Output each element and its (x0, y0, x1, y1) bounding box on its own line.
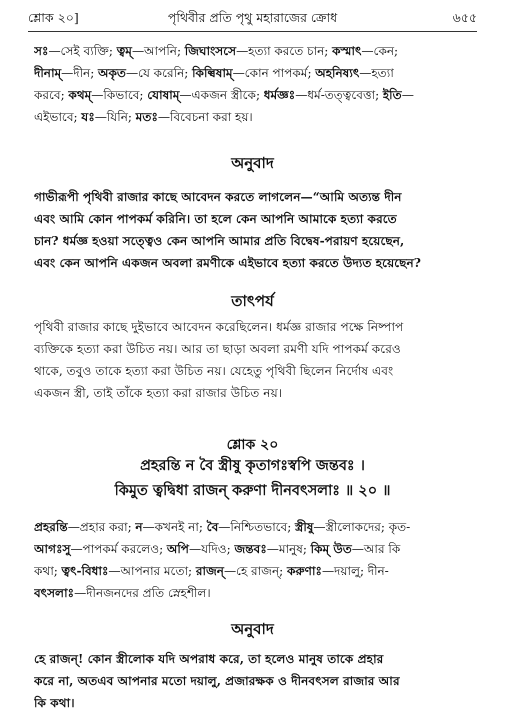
purport-heading: তাৎপর্য (231, 292, 274, 310)
translation-text (34, 186, 471, 274)
text-line: দীনাম্—দীন; অকৃত—যে করেনি; কিল্বিষাম্—কোন পাপকর্ম; অহনিষ্যৎ—হত্যা (34, 66, 394, 80)
header-rule (28, 31, 477, 32)
text-line: গাভীরূপী পৃথিবী রাজার কাছে আবেদন করতে লাগলেন—“আমি অত্যন্ত দীন (34, 190, 402, 204)
translation-heading-2: অনুবাদ (231, 620, 274, 638)
text-line: হে রাজন্! কোন স্ত্রীলোক যদি অপরাধ করে, তা হলেও মানুষ তাকে প্রহার (34, 652, 384, 666)
page-header (28, 10, 477, 30)
purport-text (34, 316, 471, 404)
synonyms-top (34, 40, 471, 128)
text-line: প্রহরন্তি—প্রহার করা; ন—কখনই না; বৈ—নিশ্চিতভাবে; স্ত্রীষু—স্ত্রীলোকদের; কৃত- (34, 520, 411, 534)
text-line: থাকে, তবুও তাকে হত্যা করা উচিত নয়। যেহেতু পৃথিবী ছিলেন নির্দোষ এবং (34, 364, 394, 378)
verse-reference: শ্লোক ২০] (28, 10, 79, 25)
text-line: চান? ধর্মজ্ঞ হওয়া সত্ত্বেও কেন আপনি আমার প্রতি বিদ্বেষ-পরায়ণ হয়েছেন, (34, 234, 405, 248)
translation-text-2 (34, 648, 471, 714)
text-line: কি কথা। (34, 696, 75, 710)
verse-number: শ্লোক ২০ (226, 437, 279, 453)
page-number: ৬৫৫ (452, 10, 477, 25)
synonyms-verse (34, 516, 471, 604)
text-line: ব্যক্তিকে হত্যা করা উচিত নয়। আর তা ছাড়া অবলা রমণী যদি পাপকর্ম করেও (34, 342, 401, 356)
text-line: এইভাবে; যঃ—যিনি; মতঃ—বিবেচনা করা হয়। (34, 110, 253, 124)
text-line: আগঃসু—পাপকর্ম করলেও; অপি—যদিও; জন্তবঃ—মানুষ; কিম্ উত—আর কি (34, 542, 401, 556)
chapter-title: পৃথিবীর প্রতি পৃথু মহারাজের ক্রোধ (167, 10, 338, 25)
verse-line: কিমুত ত্বদ্বিধা রাজন্ করুণা দীনবৎসলাঃ ॥ ২০ ॥ (114, 482, 391, 499)
text-line: সঃ—সেই ব্যক্তি; ত্বম্—আপনি; জিঘাংসসে—হত্যা করতে চান; কস্মাৎ—কেন; (34, 44, 399, 58)
text-line: এবং কেন আপনি একজন অবলা রমণীকে এইভাবে হত্যা করতে উদ্যত হয়েছেন? (34, 256, 421, 270)
verse-line: প্রহরন্তি ন বৈ স্ত্রীষু কৃতাগঃস্বপি জন্তবঃ । (140, 457, 365, 474)
translation-heading: অনুবাদ (231, 154, 274, 172)
text-line: করে না, অতএব আপনার মতো দয়ালু, প্রজারক্ষক ও দীনবৎসল রাজার আর (34, 674, 400, 688)
text-line: বৎসলাঃ—দীনজনদের প্রতি স্নেহশীল। (34, 586, 211, 600)
text-line: এবং আমি কোন পাপকর্ম করিনি। তা হলে কেন আপনি আমাকে হত্যা করতে (34, 212, 397, 226)
text-line: পৃথিবী রাজার কাছে দুইভাবে আবেদন করেছিলেন। ধর্মজ্ঞ রাজার পক্ষে নিষ্পাপ (34, 320, 404, 334)
text-line: করবে; কথম্—কিভাবে; যোষাম্—একজন স্ত্রীকে; ধর্মজ্ঞঃ—ধর্ম-তত্ত্ববেত্তা; ইতি— (34, 88, 414, 102)
text-line: কথা; ত্বৎ-বিধাঃ—আপনার মতো; রাজন্—হে রাজন্; করুণাঃ—দয়ালু; দীন- (34, 564, 389, 578)
text-line: একজন স্ত্রী, তাই তাঁকে হত্যা করা রাজার উচিত নয়। (34, 386, 283, 400)
